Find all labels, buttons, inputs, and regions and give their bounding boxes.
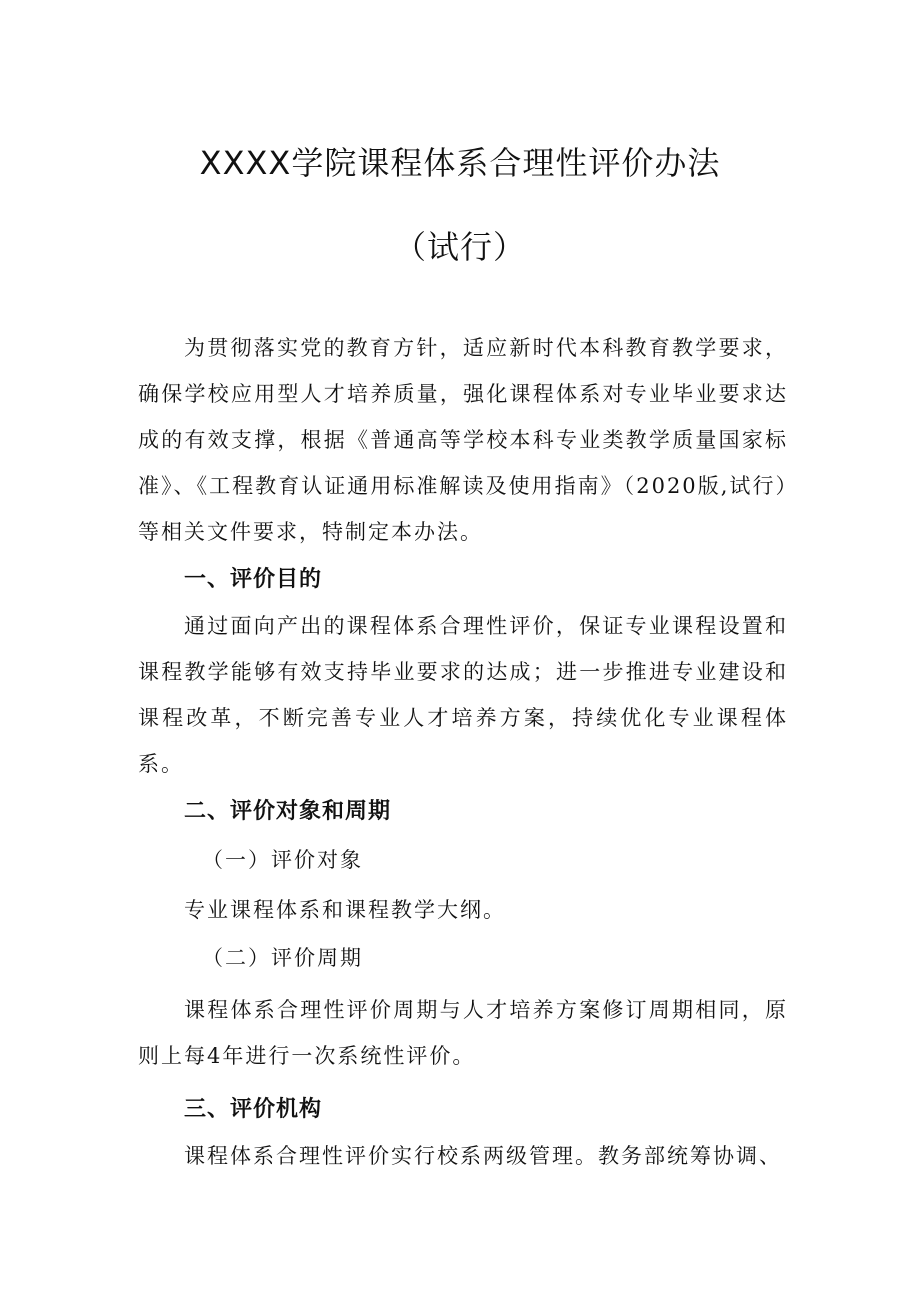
section-3-heading: 三、评价机构 [184,1097,323,1122]
section-2-sub-2-heading: （二）评价周期 [202,946,363,970]
intro-paragraph: 为贯彻落实党的教育方针，适应新时代本科教育教学要求，确保学校应用型人才培养质量，强化课程体系对专业毕业要求达成的有效支撑，根据《普通高等学校本科专业类教学质量国家标准》、《工程教育认证通用标准解读及使用指南》（2020版,试行）等相关文件要求，特制定本办法。 [138,336,788,544]
document-title: XXXX学院课程体系合理性评价办法 [199,144,721,182]
document-subtitle: （试行） [393,228,526,266]
section-2-sub-1-heading: （一）评价对象 [202,848,363,872]
section-1-heading: 一、评价目的 [184,567,323,592]
section-2-sub-1-paragraph: 专业课程体系和课程教学大纲。 [184,898,506,922]
section-3-paragraph: 课程体系合理性评价实行校系两级管理。教务部统筹协调、 [184,1144,782,1168]
section-1-paragraph: 通过面向产出的课程体系合理性评价，保证专业课程设置和课程教学能够有效支持毕业要求的达成；进一步推进专业建设和课程改革，不断完善专业人才培养方案，持续优化专业课程体系。 [138,614,788,776]
section-2-heading: 二、评价对象和周期 [184,799,392,824]
document-body [138,325,788,1179]
section-2-sub-2-paragraph: 课程体系合理性评价周期与人才培养方案修订周期相同，原则上每4年进行一次系统性评价。 [138,998,788,1068]
